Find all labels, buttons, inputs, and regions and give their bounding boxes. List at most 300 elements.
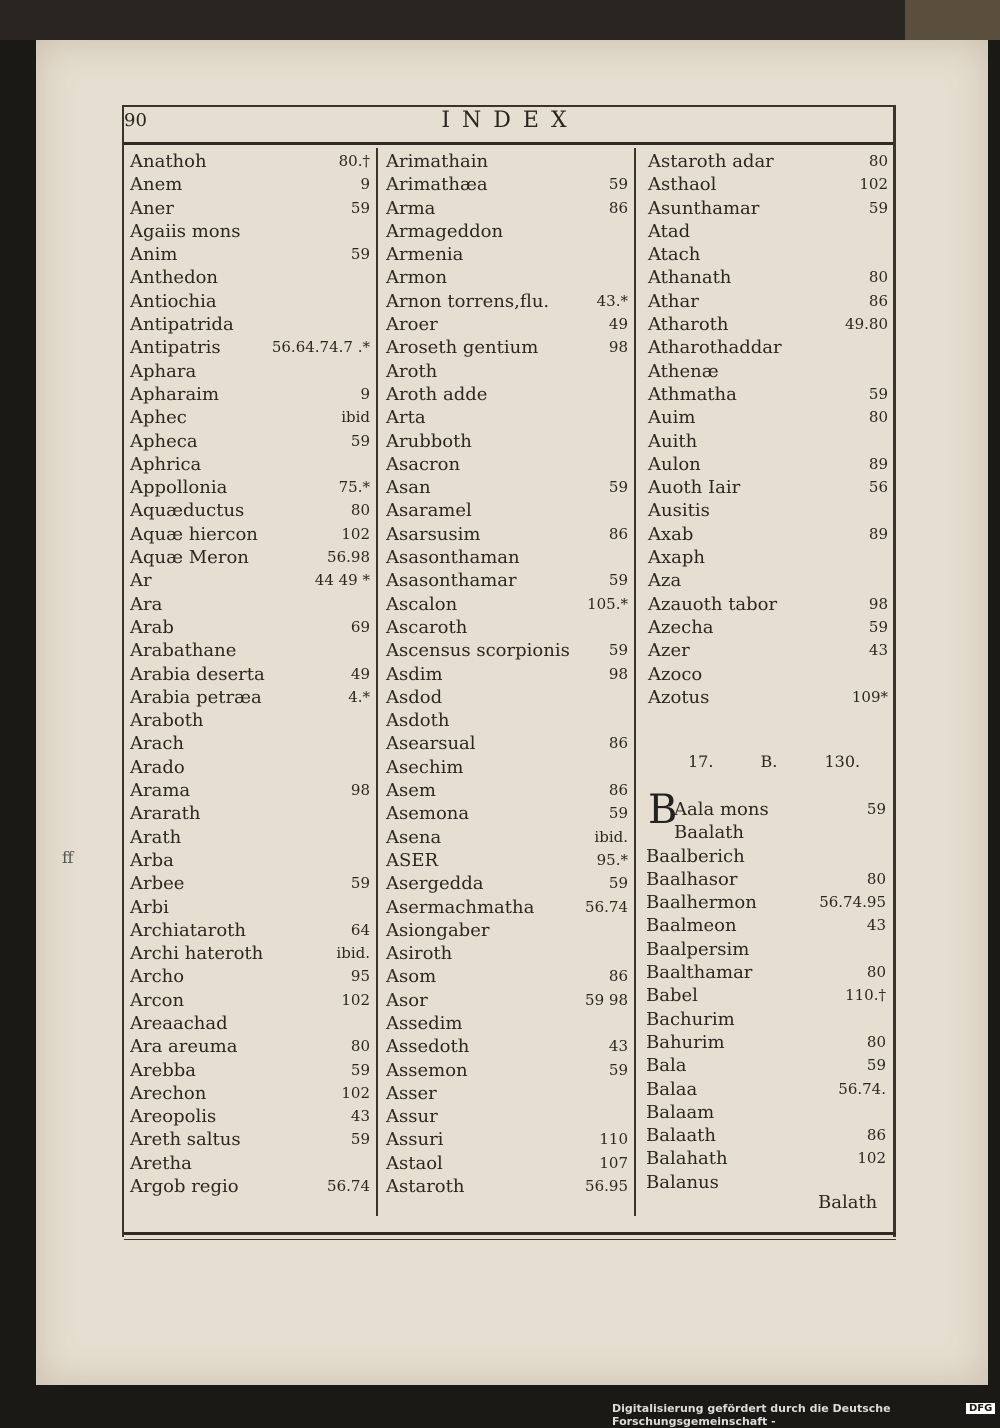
entry-name: Appollonia: [130, 477, 228, 499]
entry-page-ref: 86: [868, 291, 888, 310]
index-entry: [386, 779, 628, 802]
entry-page-ref: 80: [866, 1032, 886, 1051]
index-entry: [648, 453, 888, 476]
entry-name: Arta: [386, 407, 426, 429]
entry-name: Ararath: [130, 803, 201, 825]
entry-page-ref: 86: [866, 1126, 886, 1145]
entry-name: Auim: [648, 407, 696, 429]
index-entry: [386, 476, 628, 499]
entry-page-ref: 102: [857, 1149, 886, 1168]
entry-name: Bahurim: [646, 1031, 725, 1053]
entry-page-ref: 44 49 *: [314, 571, 370, 590]
entry-name: Aroth adde: [386, 383, 488, 405]
entry-name: Asasonthamar: [386, 570, 517, 592]
entry-name: Ara areuma: [130, 1036, 238, 1058]
index-entry: [130, 1128, 370, 1151]
column-divider-1: [376, 148, 378, 1216]
entry-name: Bala: [646, 1055, 687, 1077]
index-entry: [648, 663, 888, 686]
index-entry: [386, 523, 628, 546]
entry-name: Azauoth tabor: [648, 593, 778, 615]
entry-page-ref: 59: [866, 1056, 886, 1075]
index-entry: [130, 173, 370, 196]
entry-name: Bachurim: [646, 1008, 735, 1030]
entry-page-ref: 80: [868, 268, 888, 287]
entry-name: Ascensus scorpionis: [386, 640, 570, 662]
entry-name: Asarsusim: [386, 523, 481, 545]
index-entry: [646, 984, 886, 1007]
book-edge: [905, 0, 1000, 40]
entry-page-ref: 86: [608, 781, 628, 800]
index-entry: [386, 849, 628, 872]
entry-name: Aroth: [386, 360, 438, 382]
index-entry: [648, 569, 888, 592]
index-entry: [386, 173, 628, 196]
index-entry: [386, 1059, 628, 1082]
entry-name: Arimathæa: [386, 174, 488, 196]
entry-name: Archi hateroth: [130, 943, 264, 965]
index-entry: [130, 686, 370, 709]
index-entry: [130, 942, 370, 965]
entry-page-ref: 59: [608, 175, 628, 194]
frame-left-rule: [122, 105, 124, 1237]
entry-page-ref: 59: [868, 198, 888, 217]
index-entry: [386, 360, 628, 383]
entry-name: Athmatha: [648, 383, 737, 405]
margin-annotation: ff: [62, 848, 74, 867]
entry-name: Agaiis mons: [130, 220, 241, 242]
index-entry: [646, 1147, 886, 1170]
entry-page-ref: 59: [608, 874, 628, 893]
index-entry: [130, 989, 370, 1012]
entry-page-ref: 56.95: [585, 1177, 628, 1196]
catchword: Balath: [818, 1192, 878, 1213]
entry-name: Atharothaddar: [648, 337, 782, 359]
entry-page-ref: 59: [350, 1130, 370, 1149]
entry-name: Aphrica: [130, 453, 202, 475]
entry-page-ref: 80: [350, 501, 370, 520]
index-entry: [130, 1082, 370, 1105]
entry-page-ref: 110.†: [845, 986, 886, 1005]
entry-name: Antipatris: [130, 337, 221, 359]
entry-name: Aulon: [648, 453, 701, 475]
entry-name: Arath: [130, 826, 182, 848]
index-entry: [130, 336, 370, 359]
index-entry: [646, 1008, 886, 1031]
index-entry: [646, 938, 886, 961]
entry-name: Babel: [646, 985, 698, 1007]
entry-name: Anathoh: [130, 151, 207, 172]
entry-page-ref: 59: [350, 874, 370, 893]
entry-name: Arado: [130, 756, 185, 778]
entry-page-ref: 56.74: [327, 1177, 370, 1196]
entry-name: Arebba: [130, 1059, 197, 1081]
index-entry: [386, 616, 628, 639]
entry-name: Azotus: [648, 686, 710, 708]
entry-name: Areopolis: [130, 1106, 217, 1128]
entry-name: Aza: [648, 570, 682, 592]
index-entry: [386, 663, 628, 686]
entry-name: Asechim: [386, 756, 464, 778]
entry-page-ref: ibid: [341, 408, 370, 427]
entry-page-ref: 49: [608, 315, 628, 334]
entry-page-ref: 56: [868, 478, 888, 497]
index-entry: [386, 336, 628, 359]
entry-name: Asser: [386, 1082, 437, 1104]
index-entry: [648, 313, 888, 336]
entry-name: Asena: [386, 826, 442, 848]
entry-name: Asor: [386, 989, 428, 1011]
entry-page-ref: 69: [350, 617, 370, 636]
entry-name: Baalmeon: [646, 915, 737, 937]
index-entry: [130, 1059, 370, 1082]
entry-name: Balahath: [646, 1148, 728, 1170]
entry-page-ref: 56.74.95: [819, 893, 886, 912]
index-entry: [130, 732, 370, 755]
page-number: 90: [124, 110, 147, 131]
index-entry: [130, 150, 370, 173]
entry-name: Astaol: [386, 1152, 443, 1174]
index-entry: [648, 476, 888, 499]
entry-name: Baalthamar: [646, 962, 753, 984]
frame-right-rule: [893, 105, 896, 1237]
entry-page-ref: 56.98: [327, 548, 370, 567]
index-entry: [648, 150, 888, 173]
index-entry: [130, 499, 370, 522]
entry-page-ref: 59: [608, 804, 628, 823]
entry-page-ref: 107: [599, 1153, 628, 1172]
entry-page-ref: 98: [350, 781, 370, 800]
index-entry: [130, 1035, 370, 1058]
index-entry: [648, 197, 888, 220]
index-entry: [130, 965, 370, 988]
index-entry: [130, 569, 370, 592]
index-entry: [386, 383, 628, 406]
entry-page-ref: 75.*: [338, 478, 370, 497]
entry-page-ref: 95: [350, 967, 370, 986]
entry-page-ref: 98: [868, 594, 888, 613]
entry-name: Archiataroth: [130, 919, 246, 941]
index-entry: [648, 360, 888, 383]
entry-name: Arimathain: [386, 151, 489, 172]
entry-name: Asaramel: [386, 500, 472, 522]
index-entry: [130, 1175, 370, 1198]
entry-name: Ausitis: [648, 500, 710, 522]
entry-name: Baalhermon: [646, 892, 757, 914]
entry-page-ref: 98: [608, 338, 628, 357]
section-b-letter: B.: [760, 752, 778, 771]
entry-name: Araboth: [130, 710, 204, 732]
index-entry: [386, 266, 628, 289]
index-entry: [130, 383, 370, 406]
entry-page-ref: 86: [608, 734, 628, 753]
entry-name: Balaa: [646, 1078, 698, 1100]
index-entry: [648, 266, 888, 289]
entry-page-ref: 59: [608, 571, 628, 590]
index-entry: [386, 989, 628, 1012]
entry-name: Arach: [130, 733, 185, 755]
entry-name: Apharaim: [130, 383, 220, 405]
index-entry: [130, 872, 370, 895]
entry-name: Aroer: [386, 314, 438, 336]
entry-name: Asunthamar: [648, 197, 760, 219]
entry-name: Assur: [386, 1106, 438, 1128]
entry-page-ref: 80: [350, 1037, 370, 1056]
index-entry: [130, 639, 370, 662]
index-entry: [130, 826, 370, 849]
index-entry: [386, 1105, 628, 1128]
entry-page-ref: 59 98: [585, 990, 628, 1009]
index-entry: [386, 965, 628, 988]
index-entry: [648, 616, 888, 639]
index-entry: [130, 266, 370, 289]
entry-page-ref: 9: [360, 384, 370, 403]
index-entry: [386, 942, 628, 965]
entry-page-ref: 59: [608, 641, 628, 660]
index-entry: [130, 1152, 370, 1175]
entry-page-ref: 80: [868, 408, 888, 427]
entry-page-ref: 59: [350, 198, 370, 217]
entry-name: Aala mons: [674, 799, 769, 820]
index-entry: [386, 1012, 628, 1035]
index-entry: [386, 686, 628, 709]
entry-name: Asan: [386, 477, 431, 499]
entry-name: Antipatrida: [130, 314, 234, 336]
index-entry: [130, 896, 370, 919]
entry-name: Baalberich: [646, 845, 745, 867]
section-b-count: 17.: [688, 752, 714, 771]
entry-name: Baalhasor: [646, 868, 738, 890]
entry-page-ref: 89: [868, 454, 888, 473]
dfg-logo: DFG: [966, 1403, 995, 1414]
entry-name: Astaroth: [386, 1176, 465, 1198]
index-column-1: [130, 150, 370, 1198]
entry-name: Aphara: [130, 360, 197, 382]
index-entry: [646, 845, 886, 868]
entry-name: Asermachmatha: [386, 896, 535, 918]
section-b-header: [688, 752, 902, 771]
entry-page-ref: 102: [859, 175, 888, 194]
entry-name: Argob regio: [130, 1176, 239, 1198]
entry-name: Asdim: [386, 663, 443, 685]
entry-name: Athar: [648, 290, 699, 312]
entry-page-ref: 56.74: [585, 897, 628, 916]
entry-name: Axaph: [648, 547, 705, 569]
entry-name: Asom: [386, 966, 437, 988]
entry-name: Arbi: [130, 896, 169, 918]
entry-name: Assemon: [386, 1059, 468, 1081]
entry-name: Aroseth gentium: [386, 337, 539, 359]
entry-page-ref: 95.*: [596, 850, 628, 869]
entry-page-ref: 109*: [851, 687, 888, 706]
entry-name: Asacron: [386, 453, 461, 475]
entry-name: Archo: [130, 966, 185, 988]
index-section-b: [646, 798, 886, 1194]
index-entry: [130, 406, 370, 429]
entry-name: Ascalon: [386, 593, 458, 615]
entry-name: Armageddon: [386, 220, 504, 242]
entry-name: Anem: [130, 174, 183, 196]
index-entry: [648, 546, 888, 569]
entry-name: Areaachad: [130, 1012, 228, 1034]
index-entry: [648, 336, 888, 359]
index-entry: [386, 872, 628, 895]
index-entry: [130, 756, 370, 779]
entry-name: Aquæ hiercon: [130, 523, 258, 545]
entry-name: Athanath: [648, 267, 732, 289]
entry-name: Axab: [648, 523, 694, 545]
index-entry: [130, 663, 370, 686]
entry-name: Atach: [648, 244, 701, 266]
entry-page-ref: 59: [868, 384, 888, 403]
index-entry: [648, 383, 888, 406]
index-column-3: [648, 150, 888, 709]
entry-name: Arcon: [130, 989, 185, 1011]
book-spine-background: [0, 0, 1000, 40]
index-entry: [130, 1012, 370, 1035]
entry-page-ref: 80: [868, 152, 888, 170]
entry-name: Balaath: [646, 1125, 717, 1147]
entry-name: Asasonthaman: [386, 547, 520, 569]
index-entry: [386, 243, 628, 266]
entry-name: Astaroth adar: [648, 151, 774, 172]
entry-name: Aphec: [130, 407, 187, 429]
index-entry: [646, 891, 886, 914]
entry-page-ref: 59: [866, 800, 886, 818]
index-entry: [386, 756, 628, 779]
entry-page-ref: 49.80: [845, 315, 888, 334]
index-entry: [130, 593, 370, 616]
index-entry: [648, 243, 888, 266]
bottom-rule-thin: [124, 1239, 896, 1240]
index-entry: [130, 709, 370, 732]
entry-name: Atharoth: [648, 314, 729, 336]
index-entry: [386, 499, 628, 522]
page-title: INDEX: [441, 108, 579, 133]
entry-name: Asiroth: [386, 943, 453, 965]
entry-name: Asthaol: [648, 174, 717, 196]
section-b-total: 130.: [824, 752, 861, 771]
index-entry: [646, 821, 886, 844]
entry-name: Asem: [386, 780, 436, 802]
entry-page-ref: 43: [868, 641, 888, 660]
index-entry: [648, 290, 888, 313]
entry-name: Azecha: [648, 616, 714, 638]
index-entry: [130, 197, 370, 220]
entry-name: Antiochia: [130, 290, 217, 312]
column-divider-2: [634, 148, 636, 1216]
entry-name: Anim: [130, 244, 178, 266]
entry-page-ref: 59: [868, 617, 888, 636]
entry-name: Aretha: [130, 1152, 192, 1174]
index-entry: [646, 1078, 886, 1101]
index-entry: [130, 523, 370, 546]
entry-name: Balanus: [646, 1171, 719, 1193]
entry-page-ref: 59: [608, 1060, 628, 1079]
entry-name: Arechon: [130, 1082, 207, 1104]
entry-page-ref: 80: [866, 963, 886, 982]
index-entry: [648, 406, 888, 429]
entry-page-ref: 80.†: [338, 152, 370, 170]
entry-name: Asemona: [386, 803, 470, 825]
entry-page-ref: 86: [608, 967, 628, 986]
index-entry: [130, 1105, 370, 1128]
entry-page-ref: 56.64.74.7 .*: [271, 338, 370, 357]
index-entry: [648, 499, 888, 522]
entry-page-ref: ibid.: [336, 944, 370, 963]
entry-page-ref: 59: [350, 245, 370, 264]
index-entry: [386, 197, 628, 220]
entry-page-ref: 59: [350, 1060, 370, 1079]
entry-name: Arabia petræa: [130, 686, 262, 708]
index-entry: [386, 290, 628, 313]
index-entry: [386, 896, 628, 919]
index-entry: [386, 406, 628, 429]
index-entry: [386, 1035, 628, 1058]
index-entry: [386, 313, 628, 336]
entry-name: ASER: [386, 849, 439, 871]
index-entry: [386, 220, 628, 243]
index-column-2: [386, 150, 628, 1198]
entry-name: Areth saltus: [130, 1129, 241, 1151]
entry-name: Assuri: [386, 1129, 444, 1151]
entry-page-ref: 110: [599, 1130, 628, 1149]
header-rule-bottom: [124, 142, 896, 145]
entry-name: Arab: [130, 616, 174, 638]
entry-name: Asearsual: [386, 733, 476, 755]
index-entry: [130, 453, 370, 476]
index-entry: [646, 868, 886, 891]
entry-page-ref: 43: [350, 1107, 370, 1126]
index-entry: [646, 1101, 886, 1124]
index-entry: [130, 243, 370, 266]
entry-name: Assedim: [386, 1012, 463, 1034]
entry-name: Balaam: [646, 1101, 715, 1123]
entry-name: Arabia deserta: [130, 663, 265, 685]
entry-page-ref: 86: [608, 524, 628, 543]
entry-name: Auoth Iair: [648, 477, 741, 499]
entry-page-ref: 43: [608, 1037, 628, 1056]
entry-name: Ara: [130, 593, 163, 615]
entry-name: Arabathane: [130, 640, 237, 662]
entry-name: Ascaroth: [386, 616, 468, 638]
index-entry: [648, 593, 888, 616]
entry-page-ref: 59: [350, 431, 370, 450]
index-entry: [646, 961, 886, 984]
index-entry: [386, 709, 628, 732]
index-entry: [386, 593, 628, 616]
entry-name: Baalath: [674, 822, 745, 844]
entry-name: Asergedda: [386, 873, 484, 895]
entry-name: Arma: [386, 197, 436, 219]
index-entry: [130, 360, 370, 383]
entry-page-ref: 105.*: [587, 594, 628, 613]
entry-name: Athenæ: [648, 360, 719, 382]
index-entry: [130, 616, 370, 639]
index-entry: [130, 919, 370, 942]
index-entry: [130, 430, 370, 453]
index-entry: [130, 779, 370, 802]
index-entry: [386, 919, 628, 942]
entry-page-ref: 43: [866, 916, 886, 935]
index-entry: [130, 802, 370, 825]
index-entry: [386, 453, 628, 476]
entry-page-ref: 80: [866, 869, 886, 888]
entry-page-ref: 102: [341, 524, 370, 543]
entry-page-ref: 56.74.: [838, 1079, 886, 1098]
entry-name: Arama: [130, 780, 191, 802]
index-entry: [648, 173, 888, 196]
